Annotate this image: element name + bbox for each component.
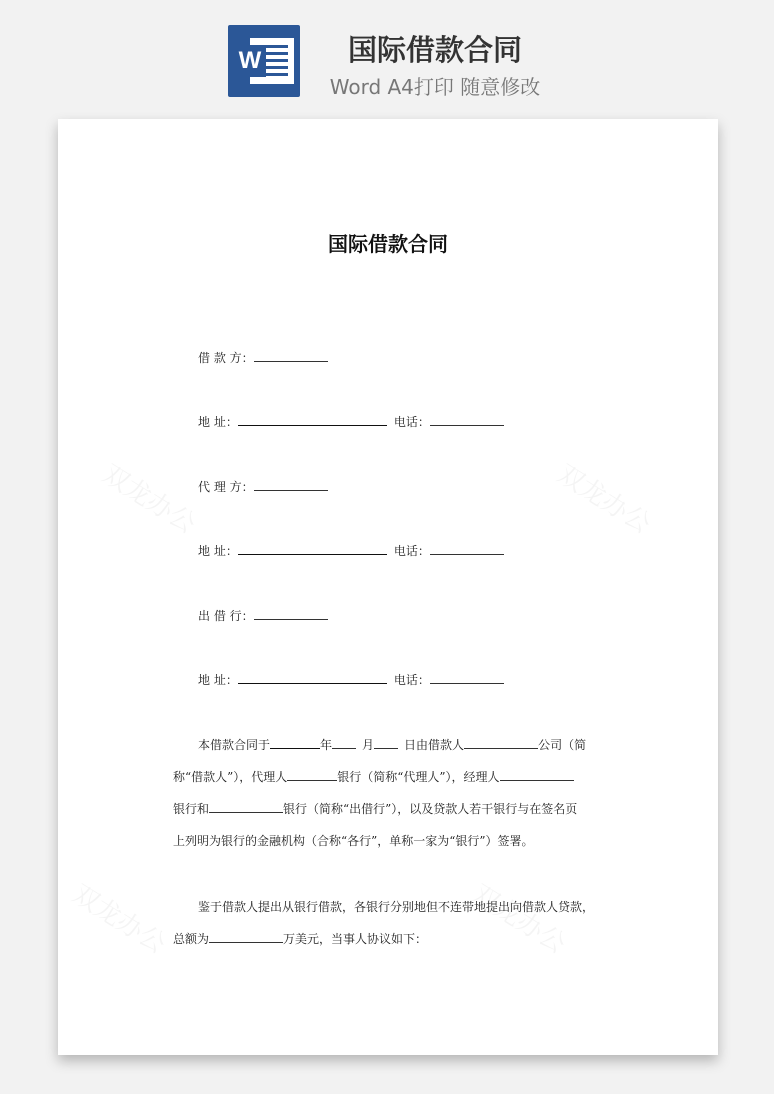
text: 月 [362,738,375,752]
text: 年 [320,738,333,752]
agent-line [198,478,328,496]
paragraph1-line1 [198,736,586,754]
watermark [66,874,174,960]
text: 日由借款人 [404,738,465,752]
phone-blank[interactable] [430,671,504,684]
word-logo-icon [228,25,300,97]
address-blank[interactable] [238,542,387,555]
lender-line [198,607,328,625]
phone-label: 电话： [393,415,430,429]
text: 银行（简称“代理人”），经理人 [337,770,500,784]
lender-address-line [198,671,504,689]
address-blank[interactable] [238,671,387,684]
text: 称“借款人”），代理人 [173,770,288,784]
borrower-label: 借 款 方： [198,351,254,365]
agent-label: 代 理 方： [198,480,254,494]
address-label: 地 址： [198,673,238,687]
text: 银行（简称“出借行”），以及贷款人若干银行与在签名页 [283,802,578,816]
agent-bank-blank[interactable] [287,768,337,781]
amount-blank[interactable] [209,930,283,943]
borrower-address-line [198,413,504,431]
borrower-line [198,349,328,367]
lender-label: 出 借 行： [198,609,254,623]
document-page [58,119,718,1055]
header-subtitle: Word A4打印 随意修改 [329,75,541,99]
document-title: 国际借款合同 [328,232,448,256]
text: 万美元，当事人协议如下： [283,932,428,946]
manager-blank[interactable] [500,768,574,781]
watermark [551,454,659,540]
day-blank[interactable] [374,736,398,749]
address-label: 地 址： [198,415,238,429]
phone-blank[interactable] [430,542,504,555]
paragraph2-line1: 鉴于借款人提出从银行借款，各银行分别地但不连带地提出向借款人贷款， [198,900,595,914]
lender-blank[interactable] [254,607,328,620]
address-label: 地 址： [198,544,238,558]
phone-label: 电话： [393,544,430,558]
month-blank[interactable] [332,736,356,749]
address-blank[interactable] [238,413,387,426]
phone-label: 电话： [393,673,430,687]
word-letter: W [234,45,266,77]
lender-bank-blank[interactable] [209,800,283,813]
phone-blank[interactable] [430,413,504,426]
borrower-company-blank[interactable] [464,736,538,749]
paragraph2-line2 [173,930,427,948]
text: 总额为 [173,932,210,946]
agent-blank[interactable] [254,478,328,491]
text: 本借款合同于 [198,738,271,752]
watermark [466,874,574,960]
text: 银行和 [173,802,210,816]
watermark [96,454,204,540]
text: 公司（简 [538,738,587,752]
paragraph1-line3 [173,800,577,818]
agent-address-line [198,542,504,560]
header-title: 国际借款合同 [347,33,522,67]
borrower-blank[interactable] [254,349,328,362]
paragraph1-line4: 上列明为银行的金融机构（合称“各行”，单称一家为“银行”）签署。 [173,834,534,848]
paragraph1-line2 [173,768,574,786]
year-blank[interactable] [270,736,320,749]
